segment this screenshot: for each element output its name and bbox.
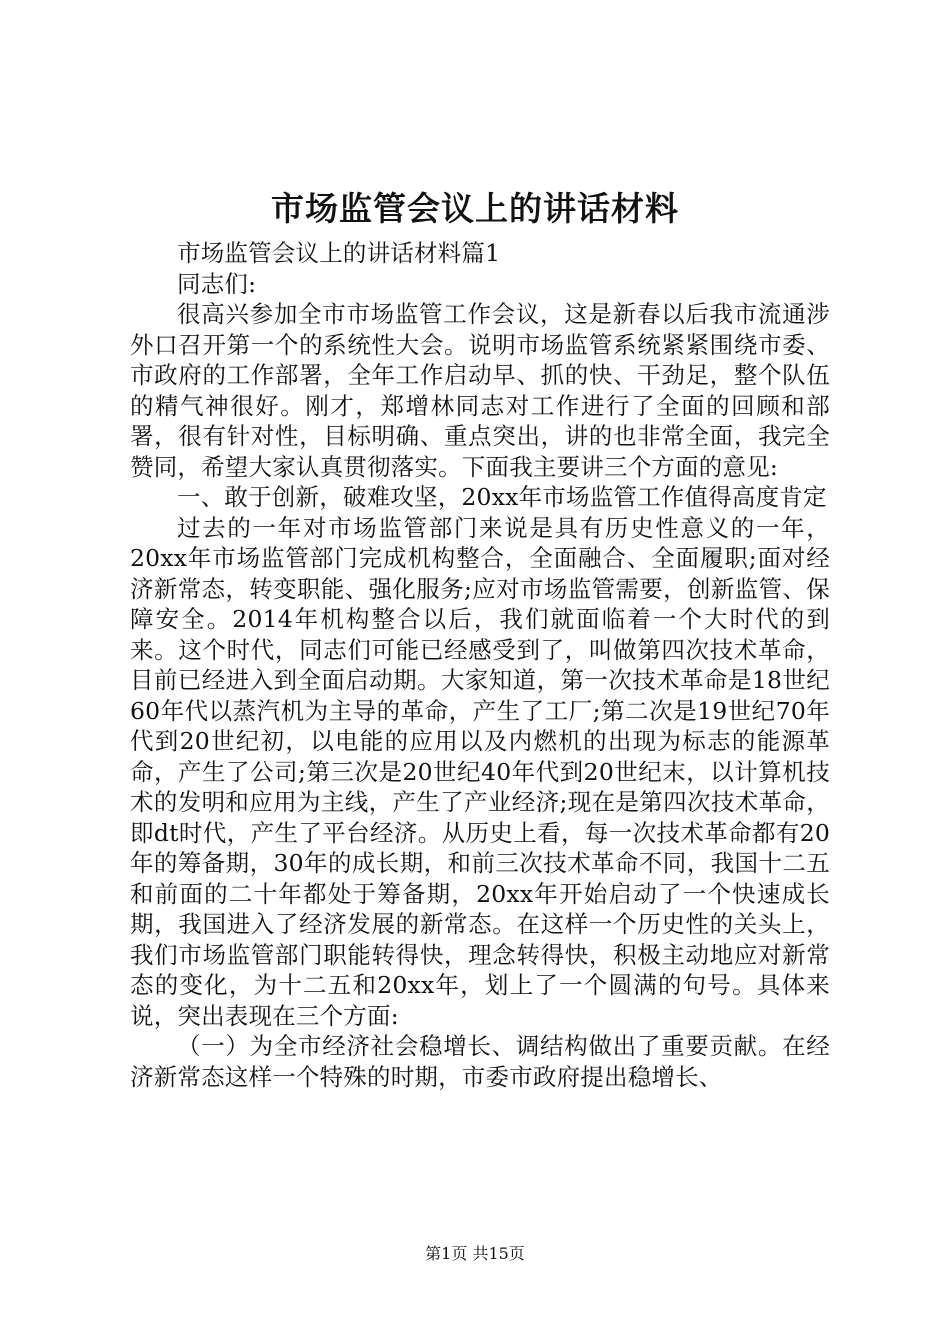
salutation-paragraph: 同志们: <box>177 269 257 298</box>
body-paragraph: 过去的一年对市场监管部门来说是具有历史性意义的一年，20xx年市场监管部门完成机构整合，全面融合、全面履职;面对经济新常态，转变职能、强化服务;应对市场监管需要，创新监管、保障安全。2014年机构整合以后，我们就面临着一个大时代的到来。这个时代，同志们可能已经感受到了，叫做第四次技术革命，目前已经进入到全面启动期。大家知道，第一次技术革命是18世纪60年代以蒸汽机为主导的革命，产生了工厂;第二次是19世纪70年代到20世纪初，以电能的应用以及内燃机的出现为标志的能源革命，产生了公司;第三次是20世纪40年代到20世纪末，以计算机技术的发明和应用为主线，产生了产业经济;现在是第四次技术革命，即dt时代，产生了平台经济。从历史上看，每一次技术革命都有20年的筹备期，30年的成长期，和前三次技术革命不同，我国十二五和前面的二十年都处于筹备期，20xx年开始启动了一个快速成长期，我国进入了经济发展的新常态。在这样一个历史性的关头上，我们市场监管部门职能转得快，理念转得快，积极主动地应对新常态的变化，为十二五和20xx年，划上了一个圆满的句号。具体来说，突出表现在三个方面: <box>130 513 830 1030</box>
page-number-footer: 第1页 共15页 <box>425 1244 525 1263</box>
body-paragraph: 很高兴参加全市市场监管工作会议，这是新春以后我市流通涉外口召开第一个的系统性大会。说明市场监管系统紧紧围绕市委、市政府的工作部署，全年工作启动早、抓的快、干劲足，整个队伍的精气神很好。刚才，郑增林同志对工作进行了全面的回顾和部署，很有针对性，目标明确、重点突出，讲的也非常全面，我完全赞同，希望大家认真贯彻落实。下面我主要讲三个方面的意见: <box>130 300 830 481</box>
section-heading: 一、敢于创新，破难攻坚，20xx年市场监管工作值得高度肯定 <box>177 483 827 511</box>
document-body <box>130 238 830 1092</box>
body-paragraph: （一）为全市经济社会稳增长、调结构做出了重要贡献。在经济新常态这样一个特殊的时期，市委市政府提出稳增长、 <box>130 1032 830 1091</box>
subtitle-paragraph: 市场监管会议上的讲话材料篇1 <box>177 239 501 267</box>
document-title: 市场监管会议上的讲话材料 <box>271 189 679 228</box>
